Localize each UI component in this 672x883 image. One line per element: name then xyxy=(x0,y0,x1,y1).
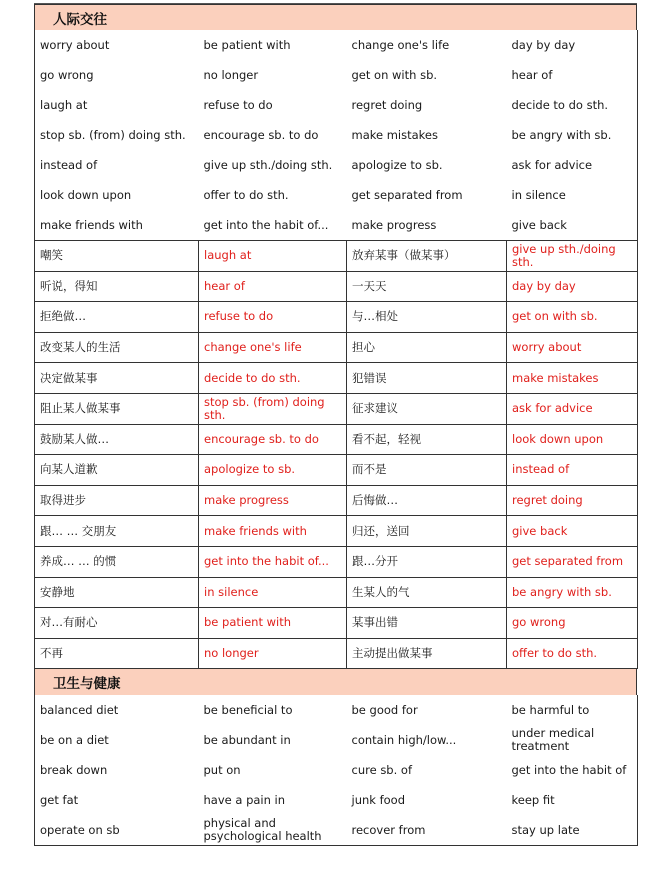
section-header-interpersonal xyxy=(34,4,637,30)
phrase-cell: have a pain in xyxy=(203,792,286,807)
translation-row xyxy=(35,516,638,547)
translation-row xyxy=(35,485,638,516)
phrase-row xyxy=(35,180,638,210)
phrase-cell: 担心 xyxy=(347,332,507,363)
phrase-cell: refuse to do xyxy=(203,97,273,112)
phrase-cell: make mistakes xyxy=(351,127,438,142)
translation-row xyxy=(35,608,638,639)
phrase-cell: get fat xyxy=(40,792,79,807)
phrase-row xyxy=(35,755,638,785)
section-title: 人际交往 xyxy=(53,11,107,28)
phrase-cell: worry about xyxy=(40,37,110,52)
phrase-cell: stop sb. (from) doing sth. xyxy=(40,127,186,142)
phrase-cell: ask for advice xyxy=(511,157,593,172)
phrase-cell: apologize to sb. xyxy=(351,157,443,172)
answer-cell: day by day xyxy=(507,271,638,302)
phrase-cell: physical and psychological health xyxy=(203,816,322,844)
phrase-cell: be angry with sb. xyxy=(511,127,612,142)
phrase-cell: put on xyxy=(203,762,241,777)
answer-cell: decide to do sth. xyxy=(199,363,347,394)
phrase-cell: give back xyxy=(511,217,567,232)
answer-cell: encourage sb. to do xyxy=(199,424,347,455)
phrase-row xyxy=(35,120,638,150)
phrase-cell: 拒绝做… xyxy=(35,302,199,333)
translation-row xyxy=(35,424,638,455)
phrase-cell: be good for xyxy=(351,702,418,717)
phrase-cell: stay up late xyxy=(511,822,580,837)
phrase-cell: 某事出错 xyxy=(347,608,507,639)
phrase-cell: cure sb. of xyxy=(351,762,413,777)
phrase-cell: 看不起，轻视 xyxy=(347,424,507,455)
phrase-row xyxy=(35,725,638,755)
phrase-cell: be harmful to xyxy=(511,702,590,717)
translation-row xyxy=(35,271,638,302)
phrase-cell: be on a diet xyxy=(40,732,109,747)
answer-cell: laugh at xyxy=(199,241,347,272)
phrase-cell: 归还，送回 xyxy=(347,516,507,547)
phrase-list-health xyxy=(34,695,638,846)
phrase-cell: 后悔做… xyxy=(347,485,507,516)
phrase-cell: 嘲笑 xyxy=(35,241,199,272)
phrase-cell: 取得进步 xyxy=(35,485,199,516)
phrase-cell: 安静地 xyxy=(35,577,199,608)
phrase-cell: keep fit xyxy=(511,792,555,807)
answer-cell: give back xyxy=(507,516,638,547)
phrase-cell: go wrong xyxy=(40,67,94,82)
phrase-cell: get into the habit of... xyxy=(203,217,329,232)
phrase-row xyxy=(35,815,638,845)
phrase-cell: make friends with xyxy=(40,217,143,232)
phrase-cell: be abundant in xyxy=(203,732,291,747)
answer-cell: apologize to sb. xyxy=(199,455,347,486)
answer-cell: worry about xyxy=(507,332,638,363)
answer-cell: no longer xyxy=(199,638,347,669)
phrase-cell: make progress xyxy=(351,217,437,232)
answer-cell: get separated from xyxy=(507,546,638,577)
phrase-cell: get separated from xyxy=(351,187,463,202)
section-header-health xyxy=(34,669,637,695)
answer-cell: offer to do sth. xyxy=(507,638,638,669)
answer-cell: give up sth./doing sth. xyxy=(507,241,638,272)
phrase-cell: get on with sb. xyxy=(351,67,438,82)
answer-cell: make mistakes xyxy=(507,363,638,394)
answer-cell: look down upon xyxy=(507,424,638,455)
phrase-cell: 一天天 xyxy=(347,271,507,302)
phrase-cell: break down xyxy=(40,762,108,777)
phrase-row xyxy=(35,785,638,815)
answer-cell: get on with sb. xyxy=(507,302,638,333)
phrase-cell: 生某人的气 xyxy=(347,577,507,608)
section-title: 卫生与健康 xyxy=(53,676,121,693)
phrase-cell: 放弃某事（做某事） xyxy=(347,241,507,272)
translation-row xyxy=(35,546,638,577)
phrase-list-interpersonal xyxy=(34,30,638,240)
phrase-cell: 决定做某事 xyxy=(35,363,199,394)
phrase-row xyxy=(35,60,638,90)
answer-cell: stop sb. (from) doing sth. xyxy=(199,393,347,424)
phrase-cell: 对…有耐心 xyxy=(35,608,199,639)
phrase-cell: 鼓励某人做… xyxy=(35,424,199,455)
phrase-row xyxy=(35,210,638,240)
answer-cell: ask for advice xyxy=(507,393,638,424)
answer-cell: go wrong xyxy=(507,608,638,639)
answer-cell: regret doing xyxy=(507,485,638,516)
answer-cell: in silence xyxy=(199,577,347,608)
phrase-cell: 跟…分开 xyxy=(347,546,507,577)
phrase-cell: laugh at xyxy=(40,97,88,112)
phrase-row xyxy=(35,695,638,725)
phrase-cell: junk food xyxy=(351,792,406,807)
phrase-cell: hear of xyxy=(511,67,553,82)
phrase-cell: 阻止某人做某事 xyxy=(35,393,199,424)
phrase-cell: decide to do sth. xyxy=(511,97,609,112)
phrase-cell: encourage sb. to do xyxy=(203,127,319,142)
translation-row xyxy=(35,455,638,486)
phrase-cell: instead of xyxy=(40,157,98,172)
answer-cell: refuse to do xyxy=(199,302,347,333)
phrase-cell: look down upon xyxy=(40,187,132,202)
phrase-cell: 而不是 xyxy=(347,455,507,486)
phrase-row xyxy=(35,30,638,60)
phrase-cell: be patient with xyxy=(203,37,291,52)
phrase-cell: 养成… … 的惯 xyxy=(35,546,199,577)
answer-cell: make friends with xyxy=(199,516,347,547)
phrase-row xyxy=(35,150,638,180)
answer-cell: instead of xyxy=(507,455,638,486)
phrase-cell: change one's life xyxy=(351,37,450,52)
phrase-cell: no longer xyxy=(203,67,259,82)
translation-table-interpersonal xyxy=(34,240,638,669)
phrase-cell: in silence xyxy=(511,187,566,202)
answer-cell: change one's life xyxy=(199,332,347,363)
phrase-cell: 向某人道歉 xyxy=(35,455,199,486)
answer-cell: make progress xyxy=(199,485,347,516)
phrase-row xyxy=(35,90,638,120)
phrase-cell: recover from xyxy=(351,822,426,837)
phrase-cell: 听说，得知 xyxy=(35,271,199,302)
translation-row xyxy=(35,638,638,669)
phrase-cell: day by day xyxy=(511,37,576,52)
translation-row xyxy=(35,363,638,394)
phrase-cell: under medical treatment xyxy=(511,726,595,754)
translation-row xyxy=(35,577,638,608)
answer-cell: be angry with sb. xyxy=(507,577,638,608)
translation-row xyxy=(35,241,638,272)
phrase-cell: offer to do sth. xyxy=(203,187,289,202)
phrase-cell: balanced diet xyxy=(40,702,119,717)
translation-row xyxy=(35,393,638,424)
translation-row xyxy=(35,302,638,333)
phrase-cell: 改变某人的生活 xyxy=(35,332,199,363)
phrase-cell: regret doing xyxy=(351,97,423,112)
answer-cell: get into the habit of... xyxy=(199,546,347,577)
answer-cell: be patient with xyxy=(199,608,347,639)
phrase-cell: contain high/low... xyxy=(351,732,457,747)
phrase-cell: 犯错误 xyxy=(347,363,507,394)
phrase-cell: 跟… … 交朋友 xyxy=(35,516,199,547)
phrase-cell: 征求建议 xyxy=(347,393,507,424)
phrase-cell: operate on sb xyxy=(40,822,120,837)
phrase-cell: 不再 xyxy=(35,638,199,669)
phrase-cell: 主动提出做某事 xyxy=(347,638,507,669)
phrase-cell: 与…相处 xyxy=(347,302,507,333)
translation-row xyxy=(35,332,638,363)
phrase-cell: be beneficial to xyxy=(203,702,293,717)
phrase-cell: get into the habit of xyxy=(511,762,627,777)
answer-cell: hear of xyxy=(199,271,347,302)
vocabulary-sheet xyxy=(34,0,637,846)
phrase-cell: give up sth./doing sth. xyxy=(203,157,333,172)
